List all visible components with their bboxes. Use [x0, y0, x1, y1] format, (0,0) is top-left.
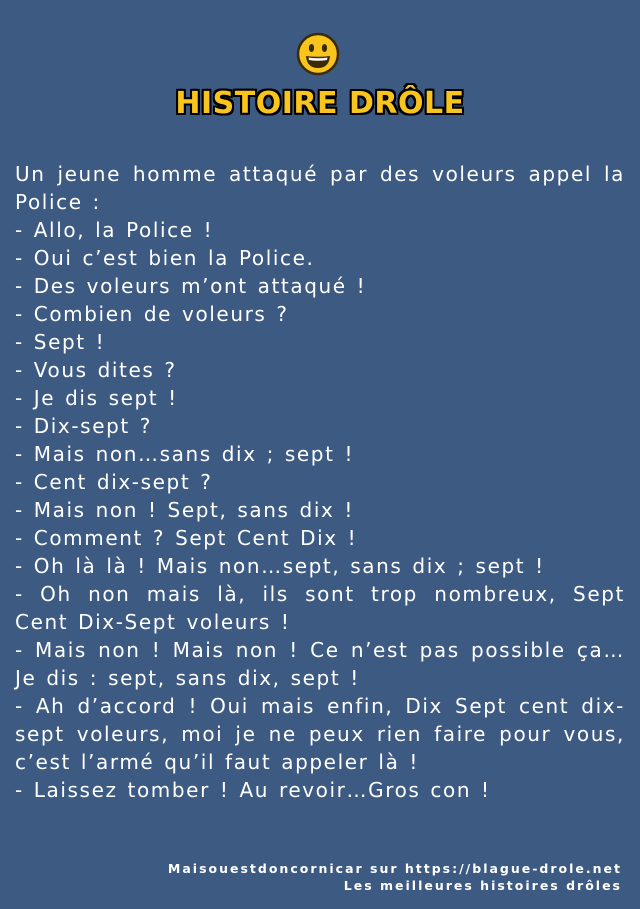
story-paragraph: - Ah d’accord ! Oui mais enfin, Dix Sept cent dix-sept voleurs, moi je ne peux rien faire pour vous, c’est l’armé qu’il faut appeler là !: [15, 694, 625, 774]
story-paragraph: - Vous dites ?: [15, 358, 177, 382]
story-paragraph: - Oh là là ! Mais non…sept, sans dix ; sept !: [15, 554, 545, 578]
story-paragraph: - Combien de voleurs ?: [15, 302, 289, 326]
story-paragraph: - Cent dix-sept ?: [15, 470, 213, 494]
story-paragraph: - Mais non ! Mais non ! Ce n’est pas possible ça…Je dis : sept, sans dix, sept !: [15, 638, 625, 690]
story-paragraph: - Comment ? Sept Cent Dix !: [15, 526, 358, 550]
footer-tagline: Les meilleures histoires drôles: [343, 878, 622, 893]
story-paragraph: - Dix-sept ?: [15, 414, 153, 438]
story-paragraph: - Oh non mais là, ils sont trop nombreux, Sept Cent Dix-Sept voleurs !: [15, 582, 625, 634]
joke-text: [15, 160, 625, 804]
story-paragraph: - Oui c’est bien la Police.: [15, 246, 315, 270]
story-paragraph: - Des voleurs m’ont attaqué !: [15, 274, 367, 298]
story-paragraph: - Je dis sept !: [15, 386, 178, 410]
story-paragraph: Un jeune homme attaqué par des voleurs appel la Police :: [15, 162, 625, 214]
footer-credits: [168, 860, 622, 894]
footer-author-source: Maisouestdoncornicar sur https://blague-drole.net: [167, 861, 622, 876]
page-title: HISTOIRE DRÔLE: [175, 86, 465, 121]
story-paragraph: - Sept !: [15, 330, 106, 354]
smiling-face-icon: [296, 32, 340, 76]
story-paragraph: - Mais non ! Sept, sans dix !: [15, 498, 354, 522]
story-paragraph: - Mais non…sans dix ; sept !: [15, 442, 355, 466]
story-paragraph: - Allo, la Police !: [15, 218, 214, 242]
story-paragraph: - Laissez tomber ! Au revoir…Gros con !: [15, 778, 491, 802]
